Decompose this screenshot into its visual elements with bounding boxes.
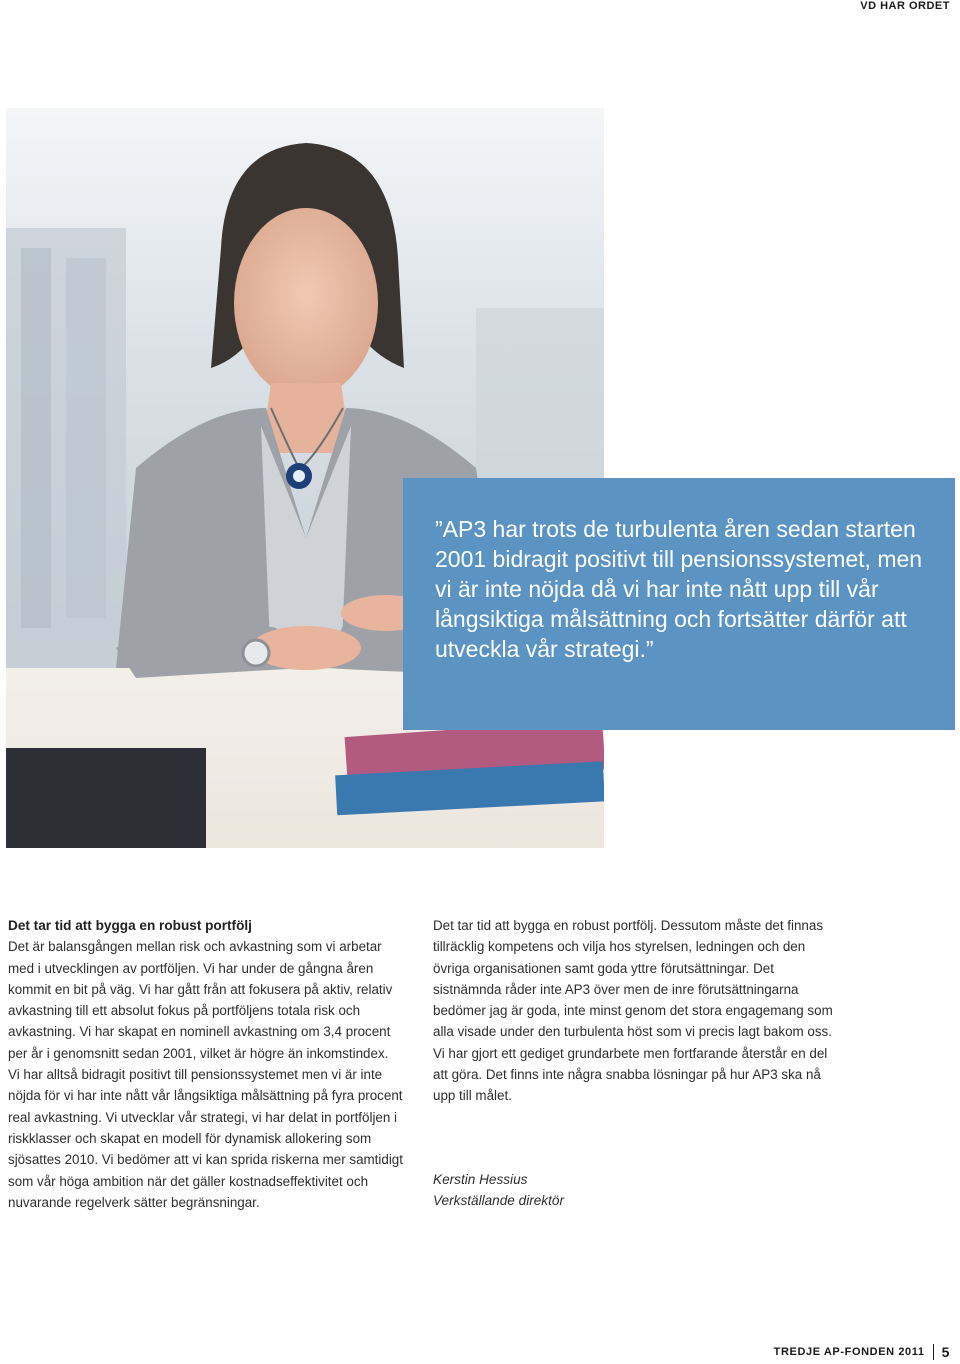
page-number: 5 [941, 1344, 950, 1360]
article-left-column [8, 915, 403, 1213]
footer-divider [933, 1344, 934, 1360]
signature-title: Verkställande direktör [433, 1193, 564, 1209]
article-right-body: Det tar tid att bygga en robust portfölj. Dessutom måste det finnas tillräcklig kompetens och vilja hos styrelsen, ledningen och den övriga organisationen samt goda yttre förutsättningar. Det sistnämnda råder inte AP3 över men de inre förutsättningarna bedömer jag är goda, inte minst genom det stora engagemang som alla visade under den turbulenta höst som vi precis lagt bakom oss. Vi har gjort ett gediget grundarbete men fortfarande återstår en del att göra. Det finns inte några snabba lösningar på hur AP3 ska nå upp till målet. [433, 918, 833, 1104]
publication-name: TREDJE AP-FONDEN 2011 [773, 1346, 925, 1358]
page-footer [774, 1344, 950, 1360]
section-label: VD HAR ORDET [860, 0, 950, 12]
article-left-body: Det är balansgången mellan risk och avkastning som vi arbetar med i utvecklingen av portföljen. Vi har under de gångna åren kommit en bit på väg. Vi har gått från att fokusera på aktiv, relativ avkastning till ett absolut fokus på portföljens totala risk och avkastning. Vi har skapat en nominell avkastning om 3,4 procent per år i genomsnitt sedan 2001, vilket är högre än inkomstindex. Vi har alltså bidragit positivt till pensionssystemet men vi är inte nöjda för vi har inte nått vår långsiktiga målsättning på fyra procent real avkastning. Vi utvecklar vår strategi, vi har delat in portföljen i riskklasser och skapat en modell för dynamisk allokering som sjösattes 2010. Vi bedömer att vi kan sprida riskerna mer samtidigt som vår höga ambition när det gäller kostnadseffektivitet och nuvarande regelverk sätter begränsningar. [8, 939, 403, 1210]
signature-name: Kerstin Hessius [433, 1172, 528, 1187]
pull-quote: ”AP3 har trots de turbulenta åren sedan starten 2001 bidragit positivt till pensionssystemet, men vi är inte nöjda då vi har inte nått upp till vår långsiktiga målsättning och fortsätter därför att utveckla vår strategi.” [435, 516, 923, 662]
article-right-column [433, 915, 838, 1107]
article-heading: Det tar tid att bygga en robust portfölj [8, 918, 252, 933]
pull-quote-box [403, 478, 955, 730]
signature [433, 1169, 564, 1212]
